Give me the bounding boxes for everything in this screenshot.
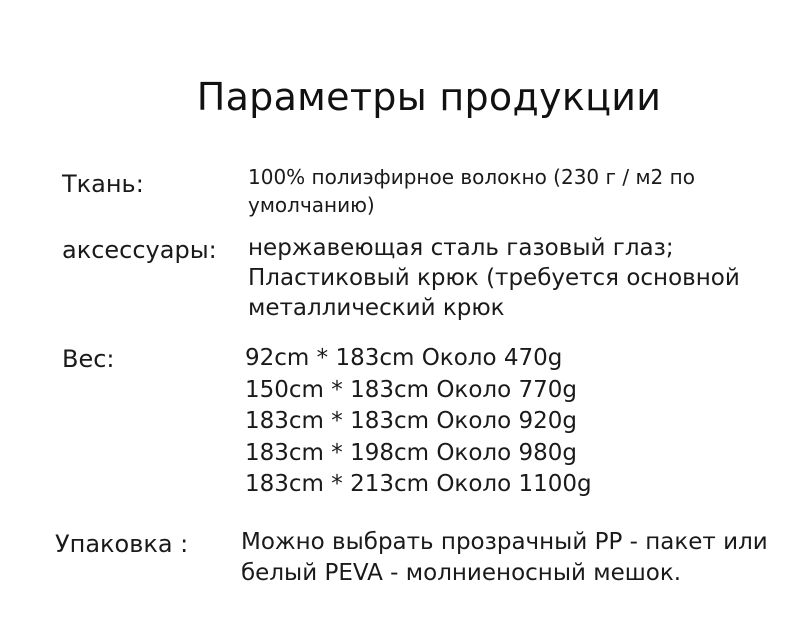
accessories-value-line: нержавеющая сталь газовый глаз; — [248, 235, 674, 261]
weight-value-line: 183cm * 198cm Около 980g — [245, 439, 577, 466]
accessories-label: аксессуары: — [62, 236, 217, 264]
packaging-value-line: белый PEVA - молниеносный мешок. — [241, 560, 682, 586]
page-title: Параметры продукции — [196, 75, 662, 119]
weight-value-line: 183cm * 183cm Около 920g — [245, 408, 577, 434]
fabric-value — [248, 163, 695, 219]
packaging-value — [241, 527, 768, 589]
packaging-value-line: Можно выбрать прозрачный PP - пакет или — [241, 529, 768, 555]
weight-label: Вес: — [62, 345, 115, 373]
fabric-value-line: 100% полиэфирное волокно (230 г / м2 по — [248, 165, 695, 189]
accessories-value-line: Пластиковый крюк (требуется основной — [248, 265, 740, 291]
weight-value — [245, 343, 592, 501]
weight-value-line: 150cm * 183cm Около 770g — [245, 376, 577, 403]
fabric-value-line: умолчанию) — [248, 193, 375, 217]
packaging-label: Упаковка : — [55, 530, 189, 558]
accessories-value — [248, 233, 740, 323]
fabric-label: Ткань: — [62, 170, 144, 198]
accessories-value-line: металлический крюк — [248, 295, 505, 321]
weight-value-line: 92cm * 183cm Около 470g — [245, 345, 563, 371]
weight-value-line: 183cm * 213cm Около 1100g — [245, 471, 592, 497]
